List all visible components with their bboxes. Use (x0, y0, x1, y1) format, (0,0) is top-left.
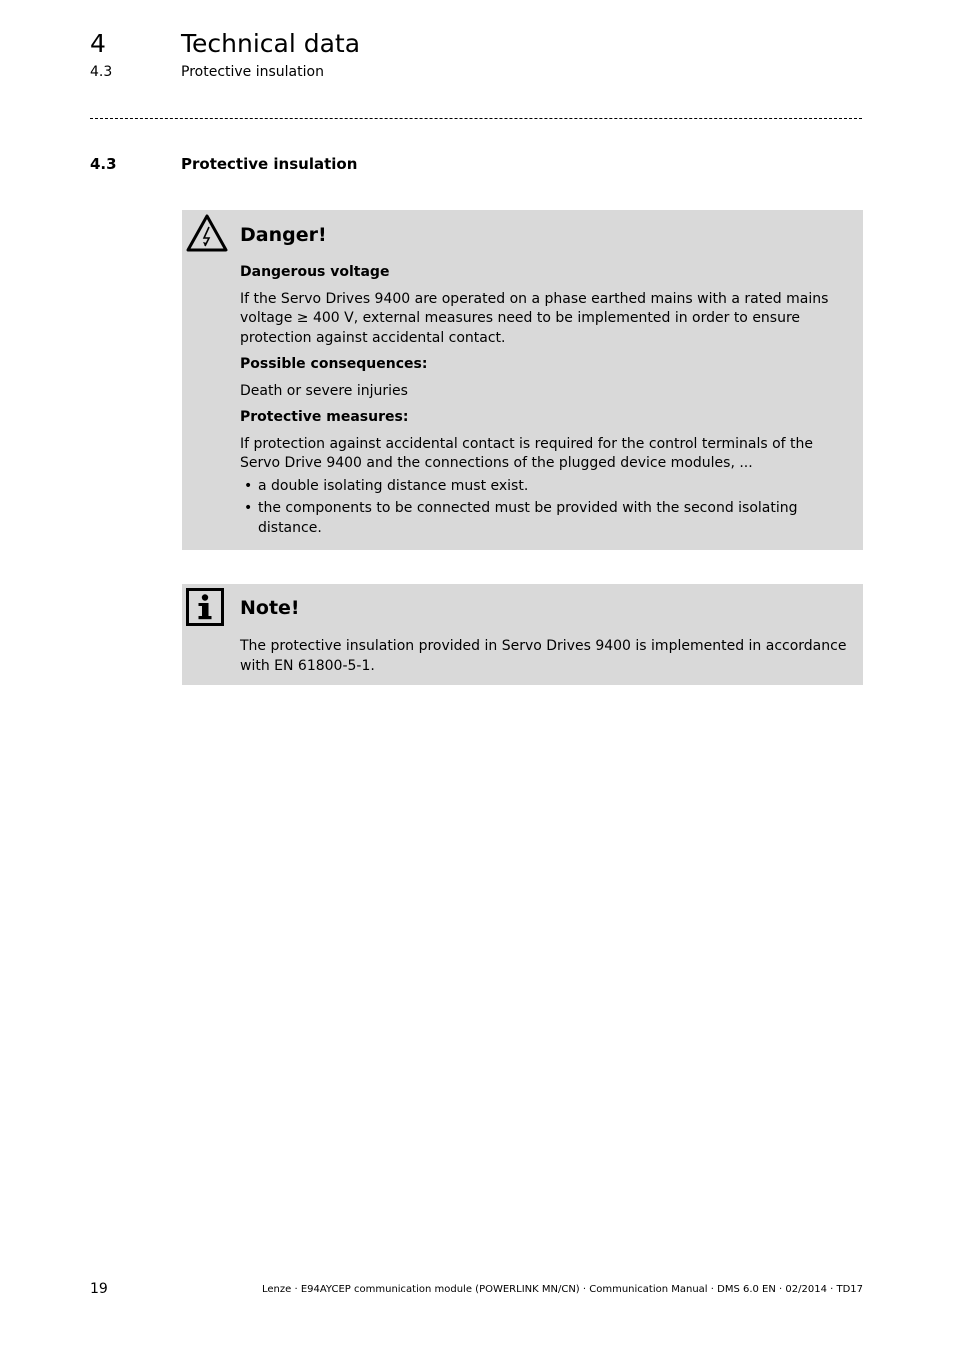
note-box (182, 584, 863, 685)
danger-subheading: Dangerous voltage (240, 264, 390, 280)
info-icon (186, 588, 224, 630)
danger-box (182, 210, 863, 550)
section-number: 4.3 (90, 155, 117, 173)
note-text: The protective insulation provided in Servo Drives 9400 is implemented in accordance with EN 61800-5-1. (240, 638, 847, 674)
danger-heading: Danger! (240, 224, 327, 246)
footer-text: Lenze · E94AYCEP communication module (POWERLINK MN/CN) · Communication Manual · DMS 6.0 EN · 02/2014 · TD17 (262, 1284, 863, 1295)
header-section-title: Protective insulation (181, 64, 324, 80)
consequences-label: Possible consequences: (240, 356, 428, 372)
measures-list (240, 477, 850, 539)
page-number: 19 (90, 1281, 108, 1297)
danger-body (240, 263, 850, 541)
note-heading: Note! (240, 597, 300, 619)
measures-label: Protective measures: (240, 409, 409, 425)
measures-text: If protection against accidental contact is required for the control terminals of the Servo Drive 9400 and the connections of the plugged device modules, ... (240, 435, 813, 471)
high-voltage-warning-icon (186, 214, 228, 256)
header-section-number: 4.3 (90, 64, 113, 80)
list-item: • the components to be connected must be provided with the second isolating distance. (240, 499, 850, 538)
danger-text: If the Servo Drives 9400 are operated on a phase earthed mains with a rated mains voltage ≥ 400 V, external measures need to be implemented in order to ensure protection against accidental contact. (240, 290, 829, 346)
chapter-number: 4 (90, 29, 106, 58)
section-title: Protective insulation (181, 155, 358, 173)
header-divider (90, 118, 862, 119)
consequences-text: Death or severe injuries (240, 382, 408, 399)
list-item: • a double isolating distance must exist. (240, 477, 850, 497)
chapter-title: Technical data (181, 29, 361, 58)
